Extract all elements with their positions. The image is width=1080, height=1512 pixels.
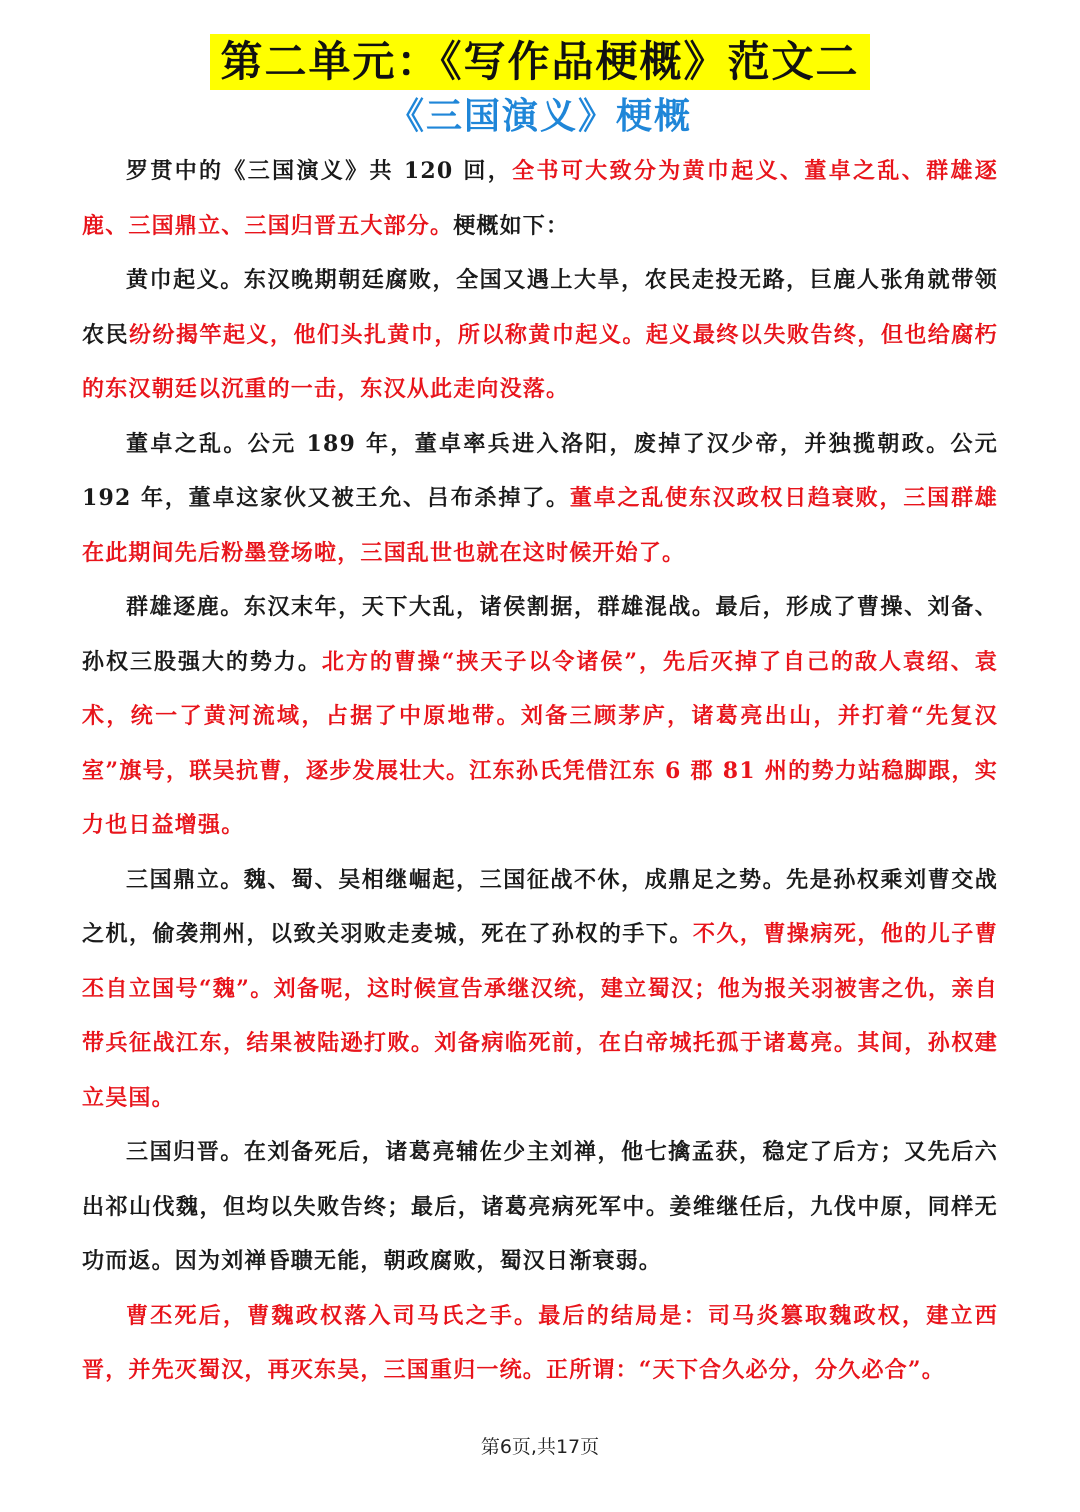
paragraph: [82, 580, 998, 853]
body-text: 董卓之乱。公元 189 年，董卓率兵进入洛阳，废掉了汉少帝，并独揽朝政。公元 192 年，董卓这家伙又被王允、吕布杀掉了。: [82, 430, 998, 511]
body-text: 罗贯中的《三国演义》共 120 回，: [126, 158, 513, 184]
emphasis-text: 不久，曹操病死，他的儿子曹丕自立国号“魏”。刘备呢，这时候宣告承继汉统，建立蜀汉；他为报关羽被害之仇，亲自带兵征战江东，结果被陆逊打败。刘备病临死前，在白帝城托孤于诸葛亮。其间，孙权建立吴国。: [82, 921, 998, 1111]
emphasis-text: 全书可大致分为黄巾起义、董卓之乱、群雄逐鹿、三国鼎立、三国归晋五大部分。: [82, 158, 998, 239]
page-title: 第二单元：《写作品梗概》范文二: [210, 34, 869, 90]
paragraph: [82, 144, 998, 253]
body-text: 黄巾起义。东汉晚期朝廷腐败，全国又遇上大旱，农民走投无路，巨鹿人张角就带领农民: [82, 267, 998, 348]
body-text: 三国归晋。在刘备死后，诸葛亮辅佐少主刘禅，他七擒孟获，稳定了后方；又先后六出祁山伐魏，但均以失败告终；最后，诸葛亮病死军中。姜维继任后，九伐中原，同样无功而返。因为刘禅昏聩无能，朝政腐败，蜀汉日渐衰弱。: [82, 1139, 998, 1274]
emphasis-text: 纷纷揭竿起义，他们头扎黄巾，所以称黄巾起义。起义最终以失败告终，但也给腐朽的东汉朝廷以沉重的一击，东汉从此走向没落。: [82, 321, 999, 402]
body-text: 群雄逐鹿。东汉末年，天下大乱，诸侯割据，群雄混战。最后，形成了曹操、刘备、孙权三股强大的势力。: [82, 594, 998, 675]
paragraph: [82, 1289, 998, 1398]
paragraph: [82, 1125, 998, 1289]
body-text: 三国鼎立。魏、蜀、吴相继崛起，三国征战不休，成鼎足之势。先是孙权乘刘曹交战之机，偷袭荆州，以致关羽败走麦城，死在了孙权的手下。: [82, 866, 998, 947]
paragraph: [82, 417, 998, 581]
paragraph: [82, 853, 998, 1126]
article-body: [82, 144, 998, 1398]
title-container: [0, 34, 1080, 90]
paragraph: [82, 253, 998, 417]
emphasis-text: 曹丕死后，曹魏政权落入司马氏之手。最后的结局是：司马炎篡取魏政权，建立西晋，并先灭蜀汉，再灭东吴，三国重归一统。正所谓：“天下合久必分，分久必合”。: [82, 1302, 998, 1383]
body-text: 梗概如下：: [453, 212, 570, 239]
emphasis-text: 董卓之乱使东汉政权日趋衰败，三国群雄在此期间先后粉墨登场啦，三国乱世也就在这时候开始了。: [82, 485, 998, 566]
emphasis-text: 北方的曹操“挟天子以令诸侯”，先后灭掉了自己的敌人袁绍、袁术，统一了黄河流域，占据了中原地带。刘备三顾茅庐，诸葛亮出山，并打着“先复汉室”旗号，联吴抗曹，逐步发展壮大。江东孙氏凭借江东 6 郡 81 州的势力站稳脚跟，实力也日益增强。: [82, 648, 998, 838]
page-subtitle: 《三国演义》梗概: [387, 96, 692, 137]
page-number: 第6页,共17页: [480, 1436, 600, 1458]
subtitle-container: [0, 92, 1080, 142]
